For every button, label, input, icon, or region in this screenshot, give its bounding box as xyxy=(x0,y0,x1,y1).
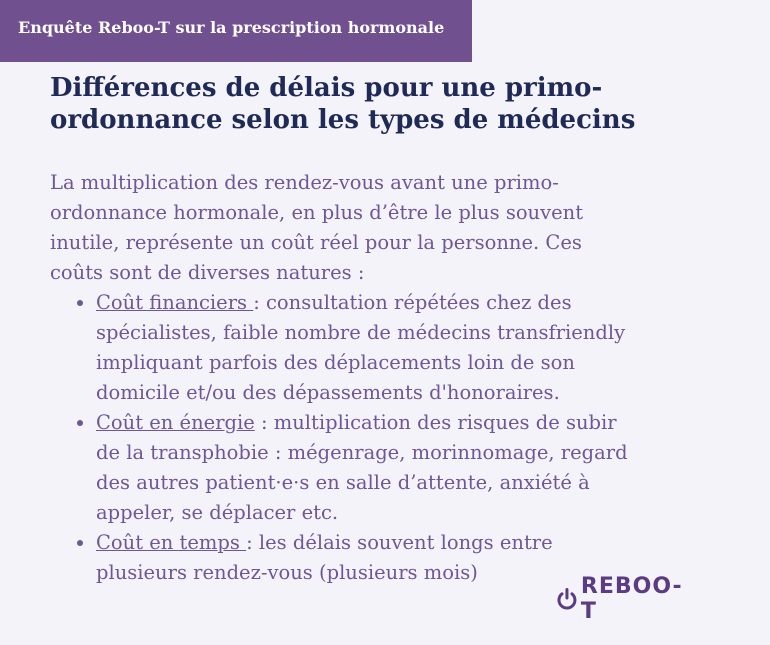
intro-line-3: inutile, représente un coût réel pour la personne. Ces xyxy=(50,231,582,254)
banner-text: Enquête Reboo-T sur la prescription hormonale xyxy=(18,18,445,37)
time-cost-label: Coût en temps xyxy=(96,531,247,554)
intro-line-2: ordonnance hormonale, en plus d’être le plus souvent xyxy=(50,201,584,224)
energy-cost-line-4: appeler, se déplacer etc. xyxy=(96,501,339,524)
financial-cost-line-2: spécialistes, faible nombre de médecins transfriendly xyxy=(96,321,626,344)
power-icon xyxy=(555,587,579,611)
energy-cost-line-2: de la transphobie : mégenrage, morinnomage, regard xyxy=(96,441,628,464)
financial-cost-label: Coût financiers xyxy=(96,291,254,314)
energy-cost-label: Coût en énergie xyxy=(96,411,255,434)
financial-cost-line-1 xyxy=(96,288,740,318)
header-banner xyxy=(0,0,472,62)
time-cost-text-1: : les délais souvent longs entre xyxy=(246,531,553,554)
reboot-logo xyxy=(555,574,695,624)
intro-line-1: La multiplication des rendez-vous avant une primo- xyxy=(50,171,559,194)
title-line-2: ordonnance selon les types de médecins xyxy=(50,105,636,135)
intro-line-4: coûts sont de diverses natures : xyxy=(50,261,365,284)
cost-list xyxy=(50,288,740,588)
title-line-1: Différences de délais pour une primo- xyxy=(50,73,603,103)
list-item-energy-cost xyxy=(96,408,740,528)
intro-paragraph xyxy=(50,168,740,288)
financial-cost-line-4: domicile et/ou des dépassements d'honoraires. xyxy=(96,381,560,404)
energy-cost-text-1: : multiplication des risques de subir xyxy=(254,411,617,434)
financial-cost-line-3: impliquant parfois des déplacements loin de son xyxy=(96,351,575,374)
article-content xyxy=(50,168,740,588)
financial-cost-text-1: : consultation répétées chez des xyxy=(253,291,572,314)
time-cost-line-1 xyxy=(96,528,740,558)
page-title xyxy=(50,72,730,136)
energy-cost-line-1 xyxy=(96,408,740,438)
logo-text: REBOO-T xyxy=(580,574,683,624)
energy-cost-line-3: des autres patient·e·s en salle d’attente, anxiété à xyxy=(96,471,590,494)
list-item-financial-cost xyxy=(96,288,740,408)
time-cost-line-2: plusieurs rendez-vous (plusieurs mois) xyxy=(96,561,478,584)
